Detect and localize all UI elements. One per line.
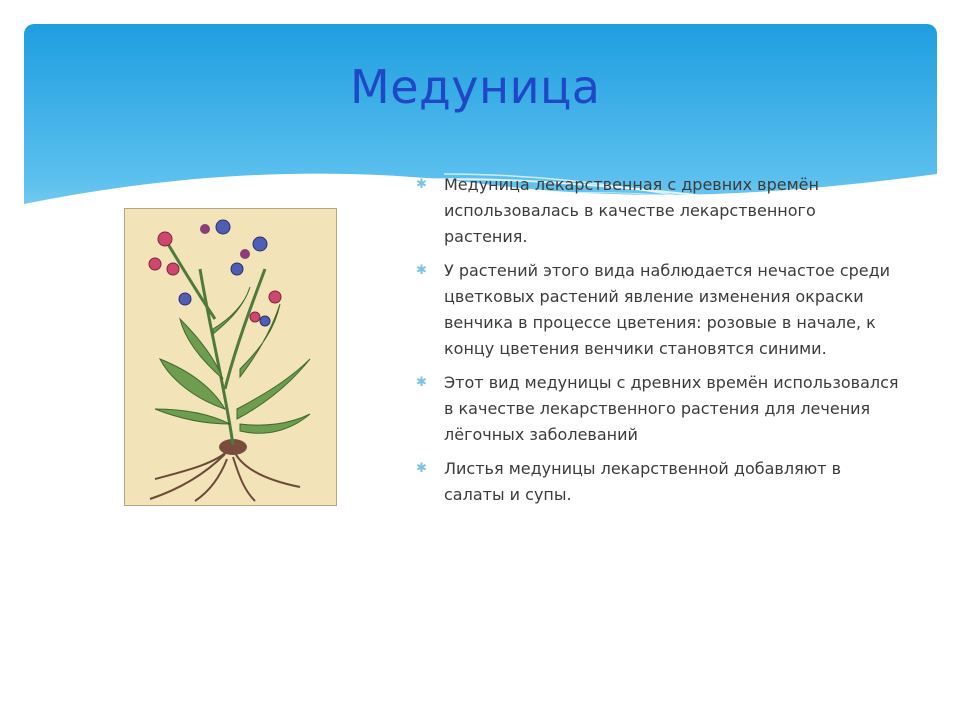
plant-drawing bbox=[125, 209, 336, 505]
bullet-text: Медуница лекарственная с древних времён использовалась в качестве лекарственного растения. bbox=[444, 175, 819, 246]
list-item bbox=[414, 172, 904, 250]
asterisk-bullet-icon: ✱ bbox=[416, 461, 427, 476]
asterisk-bullet-icon: ✱ bbox=[416, 263, 427, 278]
list-item bbox=[414, 456, 904, 508]
asterisk-bullet-icon: ✱ bbox=[416, 177, 427, 192]
bullet-text: Этот вид медуницы с древних времён использовался в качестве лекарственного растения для лечения лёгочных заболеваний bbox=[444, 373, 899, 444]
lungwort-plant-illustration bbox=[124, 208, 337, 506]
bullet-text: У растений этого вида наблюдается нечастое среди цветковых растений явление изменения окраски венчика в процессе цветения: розовые в начале, к концу цветения венчики становятся синими. bbox=[444, 261, 891, 358]
slide-title: Медуница bbox=[350, 60, 601, 114]
asterisk-bullet-icon: ✱ bbox=[416, 375, 427, 390]
list-item bbox=[414, 258, 904, 362]
bullet-text: Листья медуницы лекарственной добавляют в салаты и супы. bbox=[444, 459, 841, 504]
list-item bbox=[414, 370, 904, 448]
bullet-list bbox=[414, 172, 904, 516]
